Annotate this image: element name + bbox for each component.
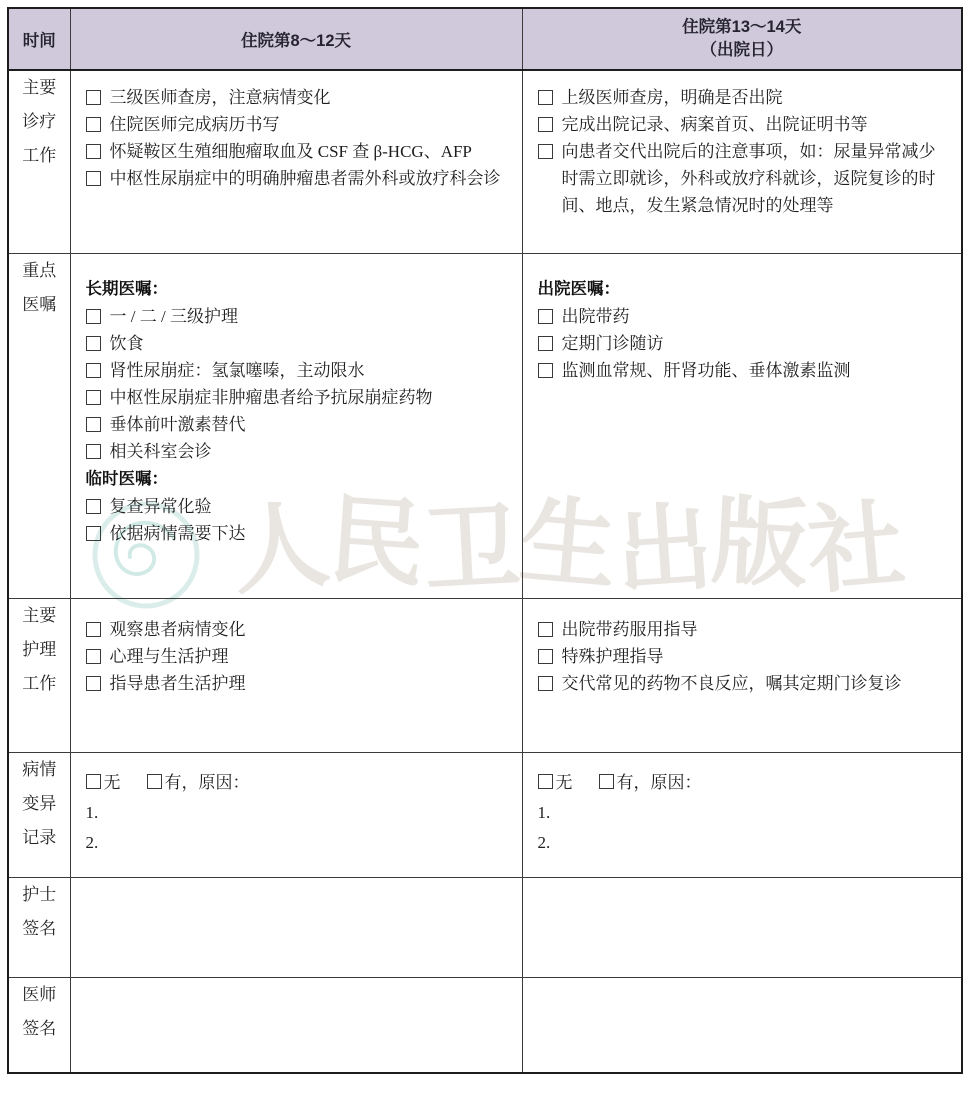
header-cell-day8-12	[70, 8, 522, 70]
checkbox-icon	[86, 676, 101, 691]
checklist-item: 向患者交代出院后的注意事项，如：尿量异常减少时需立即就诊，外科或放疗科就诊，返院复诊的时间、地点，发生紧急情况时的处理等	[538, 138, 950, 219]
row-main-nursing	[8, 598, 962, 752]
header-cell-time	[8, 8, 70, 70]
row-label-doctor-signature: 医师 签名	[8, 977, 70, 1073]
checklist-item: 依据病情需要下达	[86, 520, 510, 547]
row-label-main-treatment: 主要 诊疗 工作	[8, 70, 70, 253]
day13-14-header-line2: （出院日）	[700, 41, 783, 59]
row-label-key-orders: 重点 医嘱	[8, 253, 70, 598]
checkbox-icon	[86, 363, 101, 378]
variation-reason-line-1: 1.	[85, 802, 99, 822]
checkbox-icon	[86, 390, 101, 405]
cell-orders-day13-14	[522, 253, 962, 598]
cell-nursing-day13-14	[522, 598, 962, 752]
checklist-item: 指导患者生活护理	[86, 670, 510, 697]
checklist	[86, 303, 510, 465]
checkbox-icon	[538, 676, 553, 691]
nurse-signature-cell-day13-14	[522, 877, 962, 977]
row-label-nurse-signature: 护士 签名	[8, 877, 70, 977]
watermark-char: 卫	[421, 493, 523, 606]
checkbox-icon	[538, 309, 553, 324]
row-main-treatment	[8, 70, 962, 253]
watermark-char: 民	[324, 485, 428, 600]
watermark-char: 出	[612, 493, 716, 608]
checkbox-icon	[599, 774, 614, 789]
variation-options-line: 无 有，原因：	[538, 768, 950, 798]
variation-reason-line-2: 2.	[537, 832, 551, 852]
watermark-char: 生	[515, 487, 621, 602]
checkbox-icon	[86, 90, 101, 105]
row-label-main-nursing: 主要 护理 工作	[8, 598, 70, 752]
variation-reason-line-2: 2.	[85, 832, 99, 852]
checklist-item: 上级医师查房，明确是否出院	[538, 84, 950, 111]
cell-treatment-day8-12	[70, 70, 522, 253]
checkbox-icon	[538, 649, 553, 664]
checklist-item: 住院医师完成病历书写	[86, 111, 510, 138]
checkbox-icon	[147, 774, 162, 789]
section-heading-discharge-orders: 出院医嘱：	[537, 279, 620, 298]
checkbox-icon	[86, 144, 101, 159]
cell-variation-day13-14	[522, 752, 962, 877]
checklist-item: 中枢性尿崩症非肿瘤患者给予抗尿崩症药物	[86, 384, 510, 411]
section-heading-longterm-orders: 长期医嘱：	[85, 279, 168, 298]
row-variation-record	[8, 752, 962, 877]
checklist-item: 完成出院记录、病案首页、出院证明书等	[538, 111, 950, 138]
watermark-char: 社	[803, 491, 909, 606]
checklist-item: 垂体前叶激素替代	[86, 411, 510, 438]
checklist-item: 心理与生活护理	[86, 643, 510, 670]
watermark-char: 人	[226, 490, 334, 607]
header-cell-day13-14	[522, 8, 962, 70]
checkbox-icon	[86, 336, 101, 351]
time-header-label: 时间	[22, 32, 56, 50]
cell-treatment-day13-14	[522, 70, 962, 253]
checkbox-icon	[538, 117, 553, 132]
doctor-signature-cell-day13-14	[522, 977, 962, 1073]
checklist-item: 一 / 二 / 三级护理	[86, 303, 510, 330]
checklist-item: 复查异常化验	[86, 493, 510, 520]
checklist	[86, 493, 510, 547]
checkbox-icon	[86, 444, 101, 459]
checklist	[538, 84, 950, 219]
checkbox-icon	[538, 336, 553, 351]
cell-variation-day8-12	[70, 752, 522, 877]
checkbox-icon	[86, 117, 101, 132]
day8-12-header-label: 住院第8～12天	[240, 32, 352, 50]
checklist-item: 定期门诊随访	[538, 330, 950, 357]
row-doctor-signature	[8, 977, 962, 1073]
checkbox-icon	[86, 171, 101, 186]
checklist-item: 饮食	[86, 330, 510, 357]
variation-options-line: 无 有，原因：	[86, 768, 510, 798]
checkbox-icon	[538, 363, 553, 378]
cell-nursing-day8-12	[70, 598, 522, 752]
checklist	[538, 616, 950, 697]
checklist-item: 出院带药服用指导	[538, 616, 950, 643]
checklist-item: 中枢性尿崩症中的明确肿瘤患者需外科或放疗科会诊	[86, 165, 510, 192]
checklist-item: 肾性尿崩症：氢氯噻嗪，主动限水	[86, 357, 510, 384]
checkbox-icon	[86, 774, 101, 789]
row-nurse-signature	[8, 877, 962, 977]
checklist	[86, 616, 510, 697]
doctor-signature-cell-day8-12	[70, 977, 522, 1073]
row-label-variation-record: 病情 变异 记录	[8, 752, 70, 877]
table-header-row	[8, 8, 962, 70]
clinical-pathway-table	[7, 7, 963, 1074]
row-key-orders	[8, 253, 962, 598]
variation-reason-line-1: 1.	[537, 802, 551, 822]
checkbox-icon	[538, 90, 553, 105]
cell-orders-day8-12	[70, 253, 522, 598]
checklist-item: 出院带药	[538, 303, 950, 330]
checklist-item: 相关科室会诊	[86, 438, 510, 465]
nurse-signature-cell-day8-12	[70, 877, 522, 977]
day13-14-header-line1: 住院第13～14天	[682, 18, 802, 36]
checkbox-icon	[86, 622, 101, 637]
checkbox-icon	[86, 417, 101, 432]
checkbox-icon	[86, 499, 101, 514]
watermark-char: 版	[709, 487, 811, 600]
checkbox-icon	[86, 649, 101, 664]
checkbox-icon	[538, 144, 553, 159]
checklist	[538, 303, 950, 384]
checkbox-icon	[86, 526, 101, 541]
checkbox-icon	[538, 622, 553, 637]
checklist	[86, 84, 510, 192]
checklist-item: 交代常见的药物不良反应，嘱其定期门诊复诊	[538, 670, 950, 697]
checklist-item: 怀疑鞍区生殖细胞瘤取血及 CSF 查 β-HCG、AFP	[86, 138, 510, 165]
checklist-item: 三级医师查房，注意病情变化	[86, 84, 510, 111]
checklist-item: 观察患者病情变化	[86, 616, 510, 643]
checkbox-icon	[538, 774, 553, 789]
checkbox-icon	[86, 309, 101, 324]
checklist-item: 特殊护理指导	[538, 643, 950, 670]
section-heading-temporary-orders: 临时医嘱：	[85, 469, 168, 488]
checklist-item: 监测血常规、肝肾功能、垂体激素监测	[538, 357, 950, 384]
